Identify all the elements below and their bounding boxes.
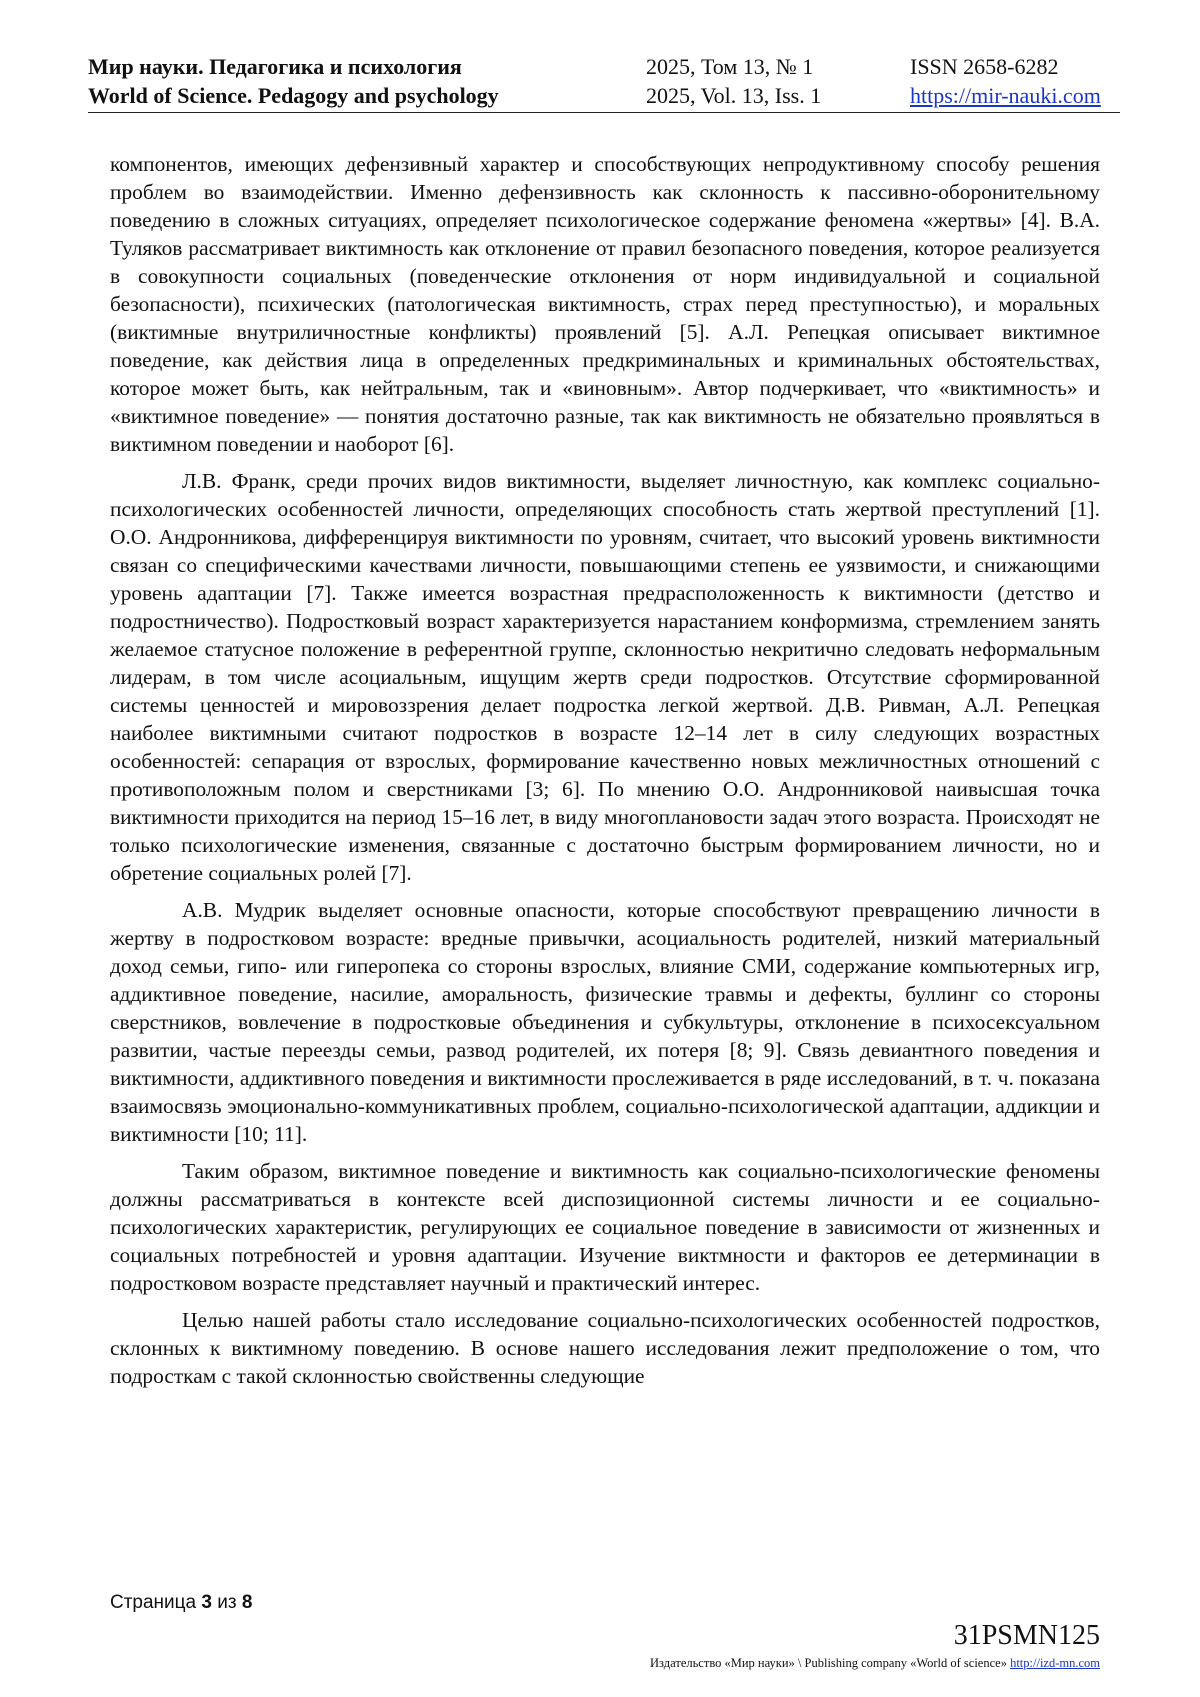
issn: ISSN 2658-6282	[910, 54, 1059, 79]
paragraph-mudrik: А.В. Мудрик выделяет основные опасности, которые способствуют превращению личности в жертву в подростковом возрасте: вредные привычки, асоциальность родителей, низкий материальный доход семьи, гипо- или гиперопека со стороны взрослых, влияние СМИ, содержание компьютерных игр, аддиктивное поведение, насилие, аморальность, физические травмы и дефекты, буллинг со стороны сверстников, вовлечение в подростковые объединения и субкультуры, отклонение в психосексуальном развитии, частые переезды семьи, развод родителей, их потеря [8; 9]. Связь девиантного поведения и виктимности, аддиктивного поведения и виктимности прослеживается в ряде исследований, в т. ч. показана взаимосвязь эмоционально-коммуникативных проблем, социально-психологической адаптации, аддикции и виктимности [10; 11].	[110, 898, 1100, 1146]
page-total: 8	[241, 1592, 253, 1613]
journal-title-ru: Мир науки. Педагогика и психология	[88, 54, 462, 79]
page-header	[88, 52, 1120, 113]
journal-title	[88, 52, 499, 110]
paragraph-continued: компонентов, имеющих дефензивный характер и способствующих непродуктивному способу решения проблем во взаимодействии. Именно дефензивность как склонность к пассивно-оборонительному поведению в сложных ситуациях, определяет психологическое содержание феномена «жертвы» [4]. В.А. Туляков рассматривает виктимность как отклонение от правил безопасного поведения, которое реализуется в совокупности социальных (поведенческие отклонения от норм индивидуальной и социальной безопасности), психических (патологическая виктимность, страх перед преступностью), и моральных (виктимные внутриличностные конфликты) проявлений [5]. А.Л. Репецкая описывает виктимное поведение, как действия лица в определенных предкриминальных и криминальных обстоятельствах, которое может быть, как нейтральным, так и «виновным». Автор подчеркивает, что «виктимность» и «виктимное поведение» — понятия достаточно разные, так как виктимность не обязательно проявляться в виктимном поведении и наоборот [6].	[110, 152, 1100, 456]
publisher-link[interactable]: http://izd-mn.com	[1010, 1656, 1100, 1670]
page-current: 3	[201, 1592, 212, 1613]
paragraph-research-goal: Целью нашей работы стало исследование социально-психологических особенностей подростков, склонных к виктимному поведению. В основе нашего исследования лежит предположение о том, что подросткам с такой склонностью свойственны следующие	[110, 1308, 1100, 1388]
issue-ru: 2025, Том 13, № 1	[646, 54, 814, 79]
journal-title-en: World of Science. Pedagogy and psychology	[88, 83, 499, 108]
page-of: из	[217, 1592, 237, 1613]
issue-en: 2025, Vol. 13, Iss. 1	[646, 83, 822, 108]
journal-website-link[interactable]: https://mir-nauki.com	[910, 83, 1101, 108]
page-number	[110, 1592, 252, 1614]
publisher-line	[650, 1656, 1100, 1671]
issn-block	[910, 52, 1101, 110]
paragraph-frank: Л.В. Франк, среди прочих видов виктимности, выделяет личностную, как комплекс социально-психологических особенностей личности, определяющих способность стать жертвой преступлений [1]. О.О. Андронникова, дифференцируя виктимности по уровням, считает, что высокий уровень виктимности связан со специфическими качествами личности, повышающими степень ее уязвимости, и снижающими уровень адаптации [7]. Также имеется возрастная предрасположенность к виктимности (детство и подростничество). Подростковый возраст характеризуется нарастанием конформизма, стремлением занять желаемое статусное положение в референтной группе, склонностью некритично следовать неформальным лидерам, в том числе асоциальным, ищущим жертв среди подростков. Отсутствие сформированной системы ценностей и мировоззрения делает подростка легкой жертвой. Д.В. Ривман, А.Л. Репецкая наиболее виктимными считают подростков в возрасте 12–14 лет в силу следующих возрастных особенностей: сепарация от взрослых, формирование качественно новых межличностных отношений с противоположным полом и сверстниками [3; 6]. По мнению О.О. Андронниковой наивысшая точка виктимности приходится на период 15–16 лет, в виду многоплановости задач этого возраста. Происходят не только психологические изменения, связанные с достаточно быстрым формированием личности, но и обретение социальных ролей [7].	[110, 469, 1100, 885]
paragraph-conclusion: Таким образом, виктимное поведение и виктимность как социально-психологические феномены должны рассматриваться в контексте всей диспозиционной системы личности и ее социально-психологических характеристик, регулирующих ее социальное поведение в зависимости от жизненных и социальных потребностей и уровня адаптации. Изучение виктмности и факторов ее детерминации в подростковом возрасте представляет научный и практический интерес.	[110, 1159, 1100, 1295]
article-body	[110, 150, 1100, 1399]
publisher-text: Издательство «Мир науки» \ Publishing company «World of science»	[650, 1656, 1007, 1670]
issue-info	[646, 52, 821, 110]
article-code: 31PSMN125	[953, 1620, 1100, 1651]
page-word: Страница	[110, 1592, 197, 1613]
